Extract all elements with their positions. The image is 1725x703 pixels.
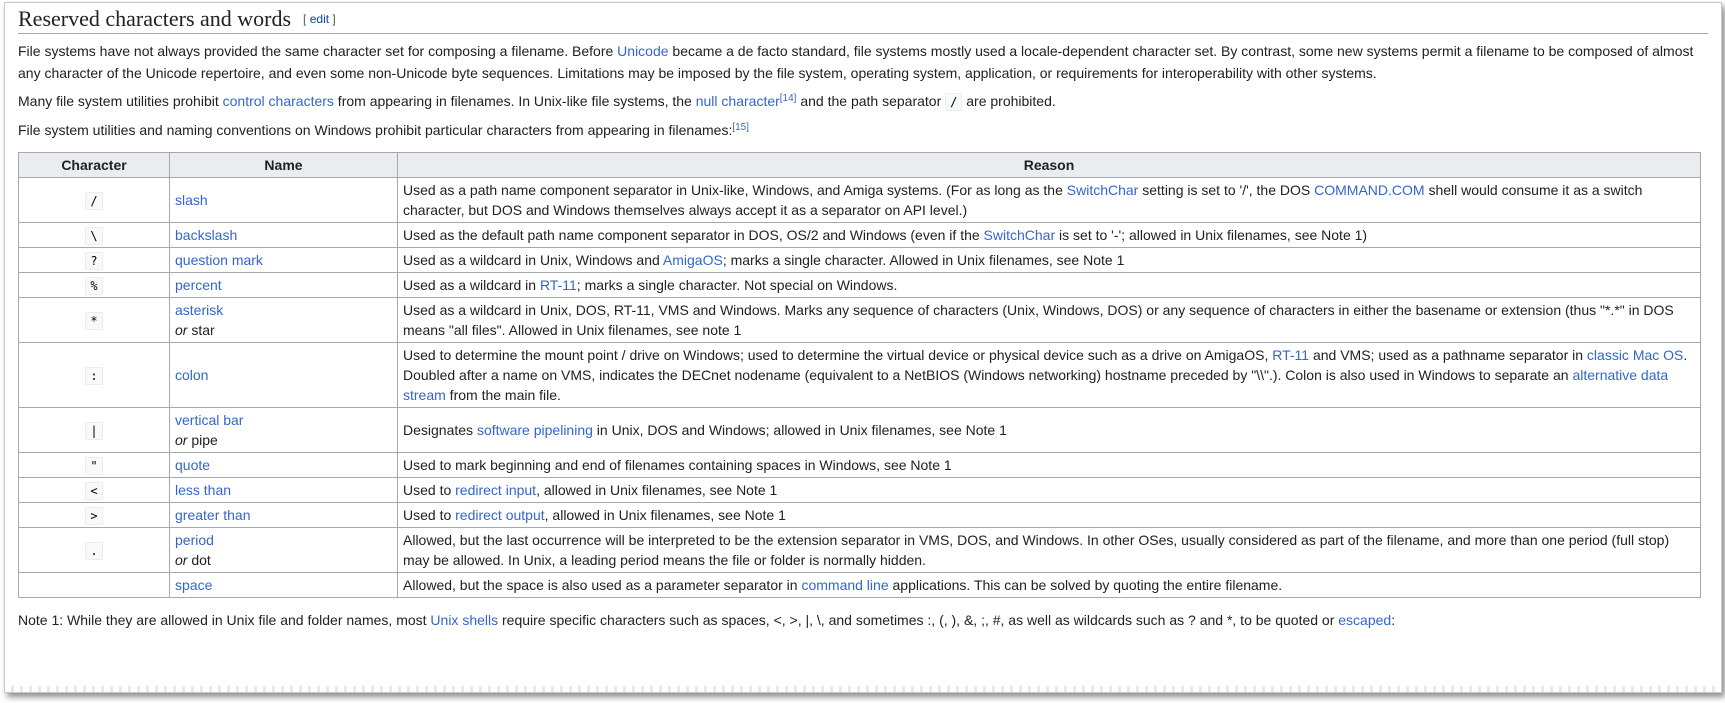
rt-11-link[interactable]: RT-11 <box>539 277 577 293</box>
text-span: : <box>1391 612 1396 628</box>
redirect-input-link[interactable]: redirect input <box>455 482 537 498</box>
character-cell <box>19 478 170 503</box>
reference-15-link[interactable]: [15] <box>732 122 750 133</box>
alt-or: or <box>175 552 188 568</box>
text-span: Used as the default path name component separator in DOS, OS/2 and Windows (even if the <box>403 227 984 243</box>
table-row <box>19 528 1701 573</box>
section-heading <box>18 3 1708 34</box>
text-span: from the main file. <box>445 387 561 403</box>
table-row <box>19 408 1701 453</box>
table-row <box>19 248 1701 273</box>
text-span: Used as a path name component separator in Unix-like, Windows, and Amiga systems. (For as long as the <box>403 182 1067 198</box>
text-span: Used as a wildcard in Unix, DOS, RT-11, VMS and Windows. Marks any sequence of characters (Unix, Windows, DOS) or any sequence of characters in either the basename or extension (thus "*.*" in DOS means "all files". Allowed in Unix filenames, see note 1 <box>403 302 1674 338</box>
name-cell <box>170 298 398 343</box>
name-cell <box>170 528 398 573</box>
name-link[interactable]: period <box>175 532 214 548</box>
text-span: setting is set to '/', the DOS <box>1138 182 1315 198</box>
character-cell <box>19 248 170 273</box>
text-span: applications. This can be solved by quoting the entire filename. <box>888 577 1283 593</box>
name-cell <box>170 503 398 528</box>
text-span: and the path separator <box>796 93 946 109</box>
table-row <box>19 478 1701 503</box>
character-cell <box>19 178 170 223</box>
escaped-link[interactable]: escaped <box>1338 612 1392 628</box>
text-span: Allowed, but the space is also used as a parameter separator in <box>403 577 802 593</box>
character-code: \ <box>85 227 103 245</box>
table-row <box>19 298 1701 343</box>
redirect-output-link[interactable]: redirect output <box>455 507 545 523</box>
edit-section-link[interactable]: edit <box>309 12 330 26</box>
character-cell <box>19 408 170 453</box>
character-code: > <box>85 507 103 525</box>
name-link[interactable]: slash <box>175 192 208 208</box>
name-link[interactable]: space <box>175 577 213 593</box>
text-span: Used to determine the mount point / drive on Windows; used to determine the virtual device or physical device such as a drive on AmigaOS, <box>403 347 1273 363</box>
unix-paragraph <box>18 90 1708 113</box>
classic-mac-os-link[interactable]: classic Mac OS <box>1586 347 1684 363</box>
reason-cell <box>398 298 1701 343</box>
name-link[interactable]: quote <box>175 457 211 473</box>
character-cell <box>19 223 170 248</box>
table-row <box>19 343 1701 408</box>
reference-14-link[interactable]: [14] <box>779 93 797 104</box>
reason-cell <box>398 248 1701 273</box>
character-code: ? <box>85 252 103 270</box>
unicode-link[interactable]: Unicode <box>617 43 669 59</box>
character-code: / <box>85 192 103 210</box>
text-span: Many file system utilities prohibit <box>18 93 223 109</box>
text-span: from appearing in filenames. In Unix-like file systems, the <box>333 93 696 109</box>
character-cell <box>19 453 170 478</box>
character-cell <box>19 298 170 343</box>
text-span: ; marks a single character. Allowed in Unix filenames, see Note 1 <box>722 252 1125 268</box>
header-character: Character <box>19 153 170 178</box>
text-span: Used to <box>403 482 456 498</box>
text-span: File system utilities and naming conventions on Windows prohibit particular characters from appearing in filenames: <box>18 122 733 138</box>
name-cell <box>170 178 398 223</box>
switchchar-link[interactable]: SwitchChar <box>1066 182 1139 198</box>
name-link[interactable]: asterisk <box>175 302 224 318</box>
name-cell <box>170 478 398 503</box>
command-com-link[interactable]: COMMAND.COM <box>1314 182 1425 198</box>
section-title: Reserved characters and words <box>18 6 292 31</box>
name-cell <box>170 408 398 453</box>
text-span: Used as a wildcard in <box>403 277 540 293</box>
screenshot-frame <box>4 2 1722 693</box>
text-span: Used as a wildcard in Unix, Windows and <box>403 252 663 268</box>
alt-or: or <box>175 432 188 448</box>
character-code: * <box>85 312 103 330</box>
text-span: Designates <box>403 422 477 438</box>
character-code: % <box>85 277 103 295</box>
intro-paragraph <box>18 40 1708 84</box>
amigaos-link[interactable]: AmigaOS <box>662 252 723 268</box>
name-link[interactable]: greater than <box>175 507 251 523</box>
note-1-paragraph <box>18 609 1708 631</box>
character-code: " <box>85 457 103 475</box>
alt-name: star <box>191 322 215 338</box>
reason-cell <box>398 408 1701 453</box>
text-span: are prohibited. <box>962 93 1056 109</box>
table-header-row <box>19 153 1701 178</box>
text-span: Allowed, but the last occurrence will be interpreted to be the extension separator in VMS, DOS, and Windows. In other OSes, usually considered as part of the filename, and more than one period (full stop) may be allowed. In Unix, a leading period means the file or folder is normally hidden. <box>403 532 1670 568</box>
reason-cell <box>398 453 1701 478</box>
reason-cell <box>398 478 1701 503</box>
text-span: Note 1: While they are allowed in Unix file and folder names, most <box>18 612 431 628</box>
name-link[interactable]: vertical bar <box>175 412 244 428</box>
table-row <box>19 178 1701 223</box>
name-cell <box>170 343 398 408</box>
alt-name: dot <box>191 552 211 568</box>
text-span: . Doubled after a name on VMS, indicates the DECnet nodename (equivalent to a NetBIOS (Windows networking) hostname preceded by "\\".). Colon is also used in Windows to separate an <box>403 347 1688 383</box>
character-code: : <box>85 367 103 385</box>
character-code: | <box>85 422 103 440</box>
software-pipelining-link[interactable]: software pipelining <box>476 422 593 438</box>
character-cell <box>19 573 170 598</box>
reason-cell <box>398 178 1701 223</box>
name-link[interactable]: percent <box>175 277 222 293</box>
header-name: Name <box>170 153 398 178</box>
character-cell <box>19 273 170 298</box>
text-span: , allowed in Unix filenames, see Note 1 <box>536 482 778 498</box>
edit-section: [ edit ] <box>303 12 336 26</box>
windows-paragraph <box>18 119 1708 141</box>
reason-cell <box>398 503 1701 528</box>
name-cell <box>170 453 398 478</box>
reason-cell <box>398 223 1701 248</box>
name-link[interactable]: backslash <box>175 227 238 243</box>
reason-cell <box>398 573 1701 598</box>
unix-shells-link[interactable]: Unix shells <box>430 612 499 628</box>
reason-cell <box>398 343 1701 408</box>
alternative-data-stream-link[interactable]: alternative data stream <box>403 367 1669 403</box>
name-link[interactable]: less than <box>175 482 232 498</box>
torn-edge <box>5 686 1721 692</box>
text-span: and VMS; used as a pathname separator in <box>1309 347 1587 363</box>
text-span: is set to '-'; allowed in Unix filenames, see Note 1) <box>1055 227 1368 243</box>
character-code: < <box>85 482 103 500</box>
table-row <box>19 223 1701 248</box>
name-cell <box>170 273 398 298</box>
path-separator-code: / <box>945 93 962 111</box>
character-cell <box>19 503 170 528</box>
reserved-characters-table <box>18 152 1701 598</box>
text-span: ; marks a single character. Not special on Windows. <box>576 277 898 293</box>
reason-cell <box>398 528 1701 573</box>
character-cell <box>19 343 170 408</box>
text-span: Used to mark beginning and end of filenames containing spaces in Windows, see Note 1 <box>403 457 952 473</box>
header-reason: Reason <box>398 153 1701 178</box>
alt-or: or <box>175 322 188 338</box>
text-span: , allowed in Unix filenames, see Note 1 <box>544 507 786 523</box>
table-row <box>19 503 1701 528</box>
null-character-link[interactable]: null character <box>695 93 780 109</box>
control-characters-link[interactable]: control characters <box>222 93 334 109</box>
table-row <box>19 273 1701 298</box>
name-cell <box>170 248 398 273</box>
command-line-link[interactable]: command line <box>801 577 889 593</box>
text-span: File systems have not always provided the same character set for composing a filename. Before <box>18 43 618 59</box>
character-cell <box>19 528 170 573</box>
character-code: . <box>85 542 103 560</box>
switchchar-link[interactable]: SwitchChar <box>983 227 1056 243</box>
name-cell <box>170 573 398 598</box>
text-span: became a de facto standard, file systems mostly used a locale-dependent character set. By contrast, some new systems permit a filename to be composed of almost any character of the Unicode repertoire, and even some non-Unicode byte sequences. Limitations may be imposed by the file system, operating system, application, or requirements for interoperability with other systems. <box>18 43 1694 81</box>
text-span: in Unix, DOS and Windows; allowed in Unix filenames, see Note 1 <box>592 422 1007 438</box>
text-span: require specific characters such as spaces, <, >, |, \, and sometimes :, (, ), &, ;, #, as well as wildcards such as ? and *, to be quoted or <box>498 612 1339 628</box>
table-row <box>19 573 1701 598</box>
article-section <box>18 3 1708 631</box>
name-link[interactable]: question mark <box>175 252 263 268</box>
name-cell <box>170 223 398 248</box>
table-row <box>19 453 1701 478</box>
rt-11-link[interactable]: RT-11 <box>1272 347 1310 363</box>
text-span: Used to <box>403 507 456 523</box>
alt-name: pipe <box>191 432 218 448</box>
reason-cell <box>398 273 1701 298</box>
name-link[interactable]: colon <box>175 367 209 383</box>
text-span: shell would consume it as a switch character, but DOS and Windows themselves always accept it as a separator on API level.) <box>403 182 1643 218</box>
